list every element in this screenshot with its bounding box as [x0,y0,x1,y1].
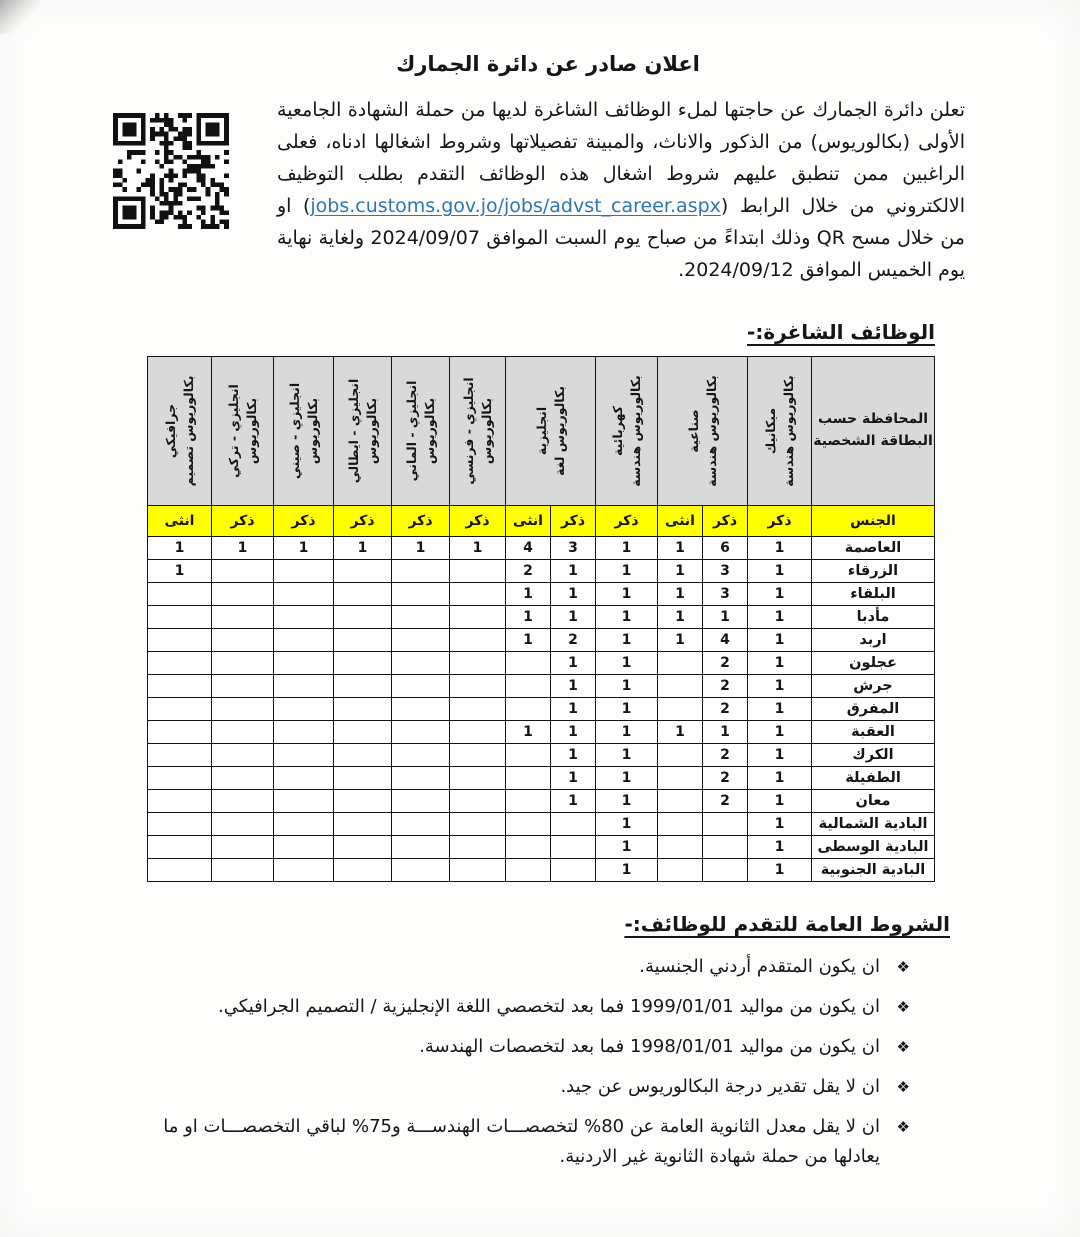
condition-item [160,1112,910,1172]
column-header-5 [392,357,450,506]
vacancy-count-cell [212,698,274,721]
vacancy-count-cell [212,744,274,767]
vacancy-count-cell [274,721,334,744]
vacancy-count-cell [148,767,212,790]
vacancy-count-cell: 1 [551,790,596,813]
vacancy-count-cell [212,859,274,882]
gender-cell: انثى [658,506,703,537]
gender-cell: انثى [506,506,551,537]
gender-cell: ذكر [212,506,274,537]
condition-text: ان لا يقل تقدير درجة البكالوريوس عن جيد. [560,1076,880,1097]
vacancy-count-cell [392,790,450,813]
vacancy-count-cell [148,698,212,721]
vacancy-count-cell [392,629,450,652]
diamond-bullet-icon: ❖ [896,958,910,976]
vacancy-count-cell [551,859,596,882]
vacancies-table [147,356,935,882]
vacancy-count-cell: 1 [658,721,703,744]
vacancy-count-cell: 2 [703,744,748,767]
vacancy-count-cell [450,813,506,836]
column-header-3 [506,357,596,506]
vacancy-count-cell: 1 [551,744,596,767]
vacancy-count-cell [450,836,506,859]
vacancy-count-cell [551,836,596,859]
vacancy-count-cell: 1 [551,721,596,744]
vacancy-count-cell: 1 [551,560,596,583]
vacancy-count-cell [212,560,274,583]
vacancy-count-cell [274,606,334,629]
vacancy-count-cell [334,813,392,836]
vacancy-count-cell [334,652,392,675]
vacancy-count-cell [392,652,450,675]
governorate-cell: الزرقاء [812,560,935,583]
vacancy-count-cell [334,836,392,859]
vacancy-count-cell [212,652,274,675]
vacancy-count-cell: 1 [551,652,596,675]
table-row [148,859,935,882]
gender-row-label: الجنس [812,506,935,537]
vacancy-count-cell: 2 [506,560,551,583]
vacancy-count-cell [274,629,334,652]
vacancy-count-cell [274,836,334,859]
vacancy-count-cell [334,675,392,698]
vacancy-count-cell: 1 [596,859,658,882]
vacancy-count-cell [506,652,551,675]
vacancy-count-cell [450,629,506,652]
vacancy-count-cell: 1 [506,583,551,606]
vacancy-count-cell [658,652,703,675]
vacancy-count-cell: 1 [748,652,812,675]
vacancy-count-cell [274,767,334,790]
column-header-9 [148,357,212,506]
column-header-text: بكالوريوس لغة [551,386,567,476]
governorate-cell: البادية الوسطى [812,836,935,859]
vacancies-table-body [148,357,935,882]
vacancy-count-cell: 1 [748,813,812,836]
condition-item [160,952,910,982]
vacancy-count-cell: 1 [596,537,658,560]
vacancy-count-cell: 1 [658,629,703,652]
vacancy-count-cell [334,606,392,629]
vacancy-count-cell: 1 [658,560,703,583]
vacancy-count-cell: 2 [703,675,748,698]
vacancy-count-cell [392,767,450,790]
vacancy-count-cell: 1 [658,583,703,606]
vacancy-count-cell [658,859,703,882]
column-header-7 [274,357,334,506]
governorate-cell: البادية الشمالية [812,813,935,836]
column-header-text: بكالوريوس [421,397,437,465]
table-row [148,629,935,652]
condition-item [160,1032,910,1062]
vacancy-count-cell: 1 [551,767,596,790]
vacancy-count-cell: 3 [703,583,748,606]
vacancy-count-cell [658,698,703,721]
column-header-text: انجليزية [533,406,549,456]
vacancy-count-cell: 3 [551,537,596,560]
vacancy-count-cell [274,652,334,675]
vacancy-count-cell: 6 [703,537,748,560]
vacancy-count-cell [274,744,334,767]
vacancy-count-cell [212,606,274,629]
vacancy-count-cell [274,698,334,721]
vacancy-count-cell [392,606,450,629]
gender-cell: ذكر [274,506,334,537]
column-header-text: بكالوريوس [304,397,320,465]
vacancy-count-cell [148,790,212,813]
vacancy-count-cell: 2 [703,652,748,675]
gender-row [148,506,935,537]
vacancy-count-cell: 1 [748,836,812,859]
vacancy-count-cell [703,859,748,882]
vacancy-count-cell [703,813,748,836]
table-row [148,583,935,606]
column-header-text: انجليزي - فرنسي [460,377,476,485]
vacancy-count-cell: 1 [748,721,812,744]
page-title: اعلان صادر عن دائرة الجمارك [396,52,700,76]
vacancy-count-cell [506,744,551,767]
vacancy-count-cell: 1 [748,767,812,790]
vacancy-count-cell [392,836,450,859]
vacancy-count-cell [392,721,450,744]
table-row [148,744,935,767]
vacancy-count-cell [392,560,450,583]
conditions-list [160,952,910,1172]
vacancy-count-cell [148,721,212,744]
vacancy-count-cell [450,790,506,813]
column-header-text: انجليزي - ايطالي [345,378,361,484]
governorate-cell: المفرق [812,698,935,721]
vacancy-count-cell [148,675,212,698]
table-row [148,767,935,790]
qr-code-icon [104,104,238,238]
table-row [148,652,935,675]
vacancy-count-cell: 1 [748,790,812,813]
vacancy-count-cell: 1 [596,606,658,629]
table-row [148,790,935,813]
gender-cell: ذكر [596,506,658,537]
vacancy-count-cell: 2 [703,698,748,721]
vacancy-count-cell [274,560,334,583]
vacancy-count-cell: 1 [596,790,658,813]
vacancy-count-cell [274,813,334,836]
vacancy-count-cell [551,813,596,836]
vacancy-count-cell [658,767,703,790]
vacancy-count-cell [506,767,551,790]
vacancy-count-cell: 2 [703,790,748,813]
vacancy-count-cell [703,836,748,859]
condition-text: ان لا يقل معدل الثانوية العامة عن 80% لتخصصـــات الهندســـة و75% لباقي التخصصـــات او ما يعادلها من حملة شهادة الثانوية غير الاردنية. [163,1116,880,1167]
vacancy-count-cell [148,836,212,859]
gender-cell: ذكر [392,506,450,537]
vacancy-count-cell: 1 [596,560,658,583]
column-header-4 [450,357,506,506]
governorate-cell: الطفيلة [812,767,935,790]
vacancy-count-cell: 1 [748,698,812,721]
condition-text: ان يكون من مواليد 1998/01/01 فما بعد لتخصصات الهندسة. [419,1036,880,1057]
vacancy-count-cell: 1 [392,537,450,560]
intro-section [0,94,1080,294]
column-header-text: بكالوريوس [243,397,259,465]
column-header-text: جرافيكي [162,403,178,459]
gender-cell: ذكر [334,506,392,537]
vacancy-count-cell: 1 [551,675,596,698]
vacancy-count-cell: 1 [596,583,658,606]
vacancy-count-cell [334,698,392,721]
vacancy-count-cell: 1 [506,606,551,629]
intro-paragraph [277,94,965,286]
column-header-text: بكالوريوس هندسة [780,375,796,487]
vacancy-count-cell [212,675,274,698]
vacancy-count-cell: 1 [551,583,596,606]
vacancy-count-cell: 1 [148,537,212,560]
vacancy-count-cell: 1 [703,606,748,629]
vacancy-count-cell [334,721,392,744]
vacancy-count-cell [334,859,392,882]
governorate-cell: العاصمة [812,537,935,560]
column-header-0 [748,357,812,506]
vacancy-count-cell [334,744,392,767]
governorate-cell: مأدبا [812,606,935,629]
vacancy-count-cell: 1 [748,583,812,606]
vacancy-count-cell [450,721,506,744]
vacancy-count-cell [334,583,392,606]
column-header-2 [596,357,658,506]
intro-text-start: تعلن دائرة الجمارك عن حاجتها لملء الوظائف الشاغرة لديها من حملة الشهادة الجامعية الأولى (بكالوريوس) من الذكور والاناث، والمبينة تفصيلاتها وشروط اشغالها ادناه، فعلى الراغبين ممن تنطبق عليهم شروط اشغال هذه الوظائف التقدم بطلب التوظيف الالكتروني من خلال الرابط ( [277,99,965,217]
vacancy-count-cell: 1 [551,698,596,721]
vacancy-count-cell: 1 [596,767,658,790]
corner-header-governorate: المحافظة حسب البطاقة الشخصية [812,357,935,506]
vacancy-count-cell [148,813,212,836]
column-header-8 [212,357,274,506]
vacancy-count-cell [274,675,334,698]
gender-cell: انثى [148,506,212,537]
vacancy-count-cell [450,698,506,721]
gender-cell: ذكر [703,506,748,537]
vacancy-count-cell [450,652,506,675]
governorate-cell: البادية الجنوبية [812,859,935,882]
vacancy-count-cell: 1 [748,859,812,882]
governorate-cell: العقبة [812,721,935,744]
intro-text-end: ) او من خلال مسح QR وذلك ابتداءً من صباح يوم السبت الموافق 2024/09/07 ولغاية نهاية يوم الخميس الموافق 2024/09/12. [277,195,965,281]
table-header-row [148,357,935,506]
vacancy-count-cell: 1 [748,560,812,583]
column-header-text: ميكانيك [762,407,778,455]
governorate-cell: البلقاء [812,583,935,606]
vacancy-count-cell [450,744,506,767]
vacancy-count-cell: 1 [658,606,703,629]
vacancy-count-cell [392,744,450,767]
vacancy-count-cell [148,583,212,606]
vacancy-count-cell [212,629,274,652]
table-row [148,560,935,583]
vacancy-count-cell [450,859,506,882]
column-header-text: بكالوريوس هندسة [627,375,643,487]
diamond-bullet-icon: ❖ [896,1038,910,1056]
governorate-cell: الكرك [812,744,935,767]
vacancy-count-cell [658,675,703,698]
vacancy-count-cell [658,790,703,813]
vacancy-count-cell: 1 [596,836,658,859]
vacancy-count-cell [506,859,551,882]
vacancy-count-cell: 1 [450,537,506,560]
table-row [148,537,935,560]
column-header-text: انجليزي - صيني [286,382,302,480]
gender-cell: ذكر [450,506,506,537]
diamond-bullet-icon: ❖ [896,998,910,1016]
vacancy-count-cell: 1 [748,744,812,767]
column-header-6 [334,357,392,506]
vacancy-count-cell [392,583,450,606]
vacancy-count-cell [334,790,392,813]
vacancy-count-cell [450,675,506,698]
vacancy-count-cell [392,698,450,721]
vacancy-count-cell: 4 [506,537,551,560]
gender-cell: ذكر [551,506,596,537]
vacancy-count-cell: 2 [703,767,748,790]
table-row [148,836,935,859]
vacancy-count-cell [450,560,506,583]
application-link[interactable]: jobs.customs.gov.jo/jobs/advst_career.aspx [310,195,721,217]
condition-item [160,992,910,1022]
vacancy-count-cell: 1 [596,629,658,652]
vacancy-count-cell [506,813,551,836]
table-row [148,721,935,744]
vacancy-count-cell: 1 [748,629,812,652]
vacancy-count-cell: 1 [148,560,212,583]
vacancy-count-cell [392,675,450,698]
vacancy-count-cell [148,859,212,882]
diamond-bullet-icon: ❖ [896,1078,910,1096]
vacancy-count-cell [148,606,212,629]
column-header-text: بكالوريوس [478,397,494,465]
vacancy-count-cell [506,836,551,859]
vacancy-count-cell: 1 [596,813,658,836]
governorate-cell: جرش [812,675,935,698]
condition-text: ان يكون من مواليد 1999/01/01 فما بعد لتخصصي اللغة الإنجليزية / التصميم الجرافيكي. [218,996,880,1017]
column-header-text: انجليزي - الماني [403,380,419,482]
table-row [148,813,935,836]
table-row [148,675,935,698]
vacancy-count-cell: 1 [212,537,274,560]
vacancy-count-cell [334,629,392,652]
vacancy-count-cell [212,721,274,744]
vacancy-count-cell [274,859,334,882]
vacancy-count-cell: 1 [334,537,392,560]
vacancy-count-cell [392,859,450,882]
vacancy-count-cell [212,813,274,836]
column-header-text: كهربائية [609,405,625,457]
vacancy-count-cell: 1 [748,537,812,560]
vacancy-count-cell: 1 [596,652,658,675]
vacancy-count-cell: 1 [703,721,748,744]
column-header-text: بكالوريوس هندسة [703,375,719,487]
governorate-cell: اربد [812,629,935,652]
vacancy-count-cell [506,698,551,721]
table-row [148,606,935,629]
condition-item [160,1072,910,1102]
vacancy-count-cell: 4 [703,629,748,652]
vacancy-count-cell [274,790,334,813]
vacancy-count-cell: 1 [596,675,658,698]
condition-text: ان يكون المتقدم أردني الجنسية. [639,956,880,977]
vacancies-heading: الوظائف الشاغرة:- [747,320,935,344]
column-header-text: انجليزي - تركي [225,384,241,478]
column-header-text: بكالوريوس [363,397,379,465]
photo-corner-artifact [0,0,40,34]
vacancy-count-cell [658,813,703,836]
vacancy-count-cell: 1 [596,698,658,721]
vacancy-count-cell: 1 [596,721,658,744]
vacancy-count-cell [658,744,703,767]
vacancy-count-cell [450,583,506,606]
vacancy-count-cell [148,629,212,652]
column-header-1 [658,357,748,506]
diamond-bullet-icon: ❖ [896,1118,910,1136]
vacancy-count-cell [450,767,506,790]
table-row [148,698,935,721]
governorate-cell: معان [812,790,935,813]
qr-code-image [104,104,238,238]
vacancy-count-cell [450,606,506,629]
vacancy-count-cell [148,744,212,767]
vacancy-count-cell [274,583,334,606]
column-header-text: صناعية [685,409,701,453]
vacancy-count-cell [148,652,212,675]
vacancy-count-cell [392,813,450,836]
vacancy-count-cell [212,836,274,859]
vacancy-count-cell: 1 [551,606,596,629]
conditions-heading: الشروط العامة للتقدم للوظائف:- [624,912,950,936]
vacancy-count-cell [658,836,703,859]
vacancy-count-cell: 3 [703,560,748,583]
vacancy-count-cell [334,767,392,790]
vacancy-count-cell [212,583,274,606]
vacancy-count-cell [212,790,274,813]
vacancy-count-cell: 1 [506,629,551,652]
column-header-text: بكالوريوس تصميم [180,375,196,487]
vacancy-count-cell: 1 [748,606,812,629]
vacancy-count-cell: 1 [658,537,703,560]
vacancy-count-cell: 2 [551,629,596,652]
vacancy-count-cell [212,767,274,790]
vacancy-count-cell [334,560,392,583]
gender-cell: ذكر [748,506,812,537]
vacancy-count-cell: 1 [506,721,551,744]
vacancy-count-cell [506,675,551,698]
vacancy-count-cell [506,790,551,813]
vacancy-count-cell: 1 [274,537,334,560]
vacancy-count-cell: 1 [596,744,658,767]
governorate-cell: عجلون [812,652,935,675]
vacancy-count-cell: 1 [748,675,812,698]
